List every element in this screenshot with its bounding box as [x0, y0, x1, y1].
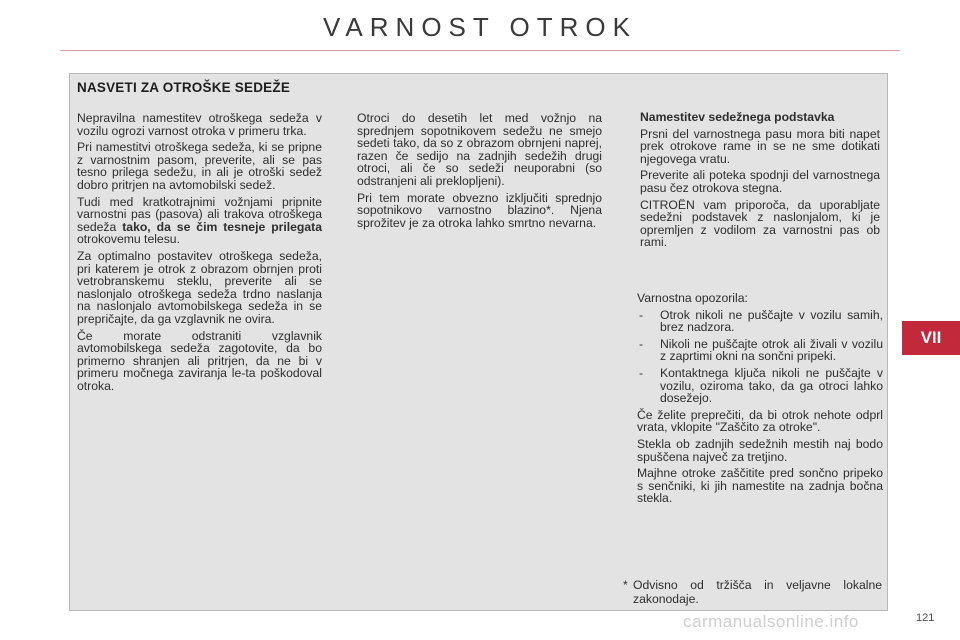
dash-bullet: -	[639, 307, 644, 322]
title-divider	[60, 50, 900, 51]
list-item	[637, 367, 883, 405]
paragraph: Pri namestitvi otroškega sedeža, ki se pripne z varnostnim pasom, preverite, ali se pas tesno prilega sedežu, in ali je otroški sedež dobro pritrjen na avtomobilski sedež.	[77, 140, 322, 192]
dash-bullet: -	[639, 336, 644, 351]
list-item	[637, 309, 883, 334]
footnote	[623, 579, 882, 606]
chapter-tab[interactable]	[902, 321, 960, 355]
section-heading: NASVETI ZA OTROŠKE SEDEŽE	[77, 80, 291, 95]
paragraph	[77, 196, 322, 246]
column-4	[637, 292, 883, 509]
paragraph: Majhne otroke zaščitite pred sončno pripeko s senčniki, ki jih namestite na zadnja bočna stekla.	[637, 466, 883, 506]
paragraph: Otroci do desetih let med vožnjo na sprednjem sopotnikovem sedežu ne smejo sedeti tako, da so z obrazom obrnjeni naprej, razen če sedijo na zadnjih sedežih drugi otroci, ali če so sedeži neuporabni (so odstranjeni ali preklopljeni).	[357, 111, 602, 188]
paragraph: Če želite preprečiti, da bi otrok nehote odprl vrata, vklopite "Zaščito za otroke".	[637, 407, 883, 435]
page-number: 121	[916, 612, 935, 624]
warnings-intro: Varnostna opozorila:	[637, 291, 748, 305]
paragraph: Stekla ob zadnjih sedežnih mestih naj bodo spuščena največ za tretjino.	[637, 436, 883, 464]
text-run: Tudi med kratkotrajnimi vožnjami pripnite varnostni pas (pasova) ali trakova otroškega sedeža	[77, 194, 322, 234]
text-run: otrokovemu telesu.	[77, 232, 180, 247]
watermark: carmanualsonline.info	[683, 612, 859, 631]
paragraph: Preverite ali poteka spodnji del varnostnega pasu čez otrokova stegna.	[640, 168, 880, 195]
column-3	[640, 111, 880, 253]
column-2	[357, 112, 602, 233]
warnings-list	[637, 309, 883, 405]
paragraph: Pri tem morate obvezno izključiti sprednjo sopotnikovo varnostno blazino*. Njena sprožitev je za otroka lahko smrtno nevarna.	[357, 190, 602, 230]
emphasis-text: tako, da se čim tesneje prilegata	[122, 219, 322, 234]
chapter-label: VII	[920, 328, 942, 347]
footnote-marker: *	[623, 578, 628, 592]
list-item-text: Otrok nikoli ne puščajte v vozilu samih, brez nadzora.	[660, 307, 883, 335]
list-item-text: Kontaktnega ključa nikoli ne puščajte v vozilu, oziroma tako, da ga otroci lahko dosežejo.	[660, 365, 883, 406]
paragraph: Prsni del varnostnega pasu mora biti napet prek otrokove rame in se ne sme dotikati njegovega vratu.	[640, 126, 880, 166]
footnote-text: Odvisno od tržišča in veljavne lokalne zakonodaje.	[633, 578, 882, 606]
subheading-booster-seat: Namestitev sedežnega podstavka	[640, 110, 835, 124]
list-item-text: Nikoli ne puščajte otrok ali živali v vozilu z zaprtimi okni na sončni pripeki.	[660, 336, 883, 364]
page-title: VARNOST OTROK	[323, 12, 637, 42]
dash-bullet: -	[639, 365, 644, 380]
paragraph: Če morate odstraniti vzglavnik avtomobilskega sedeža zagotovite, da bo primerno shranjen ali pritrjen, da ne bi v primeru močnega zaviranja le-ta poškodoval otroka.	[77, 328, 322, 393]
paragraph: Za optimalno postavitev otroškega sedeža, pri katerem je otrok z obrazom obrnjen proti vetrobranskemu steklu, preverite ali se naslonjalo otroškega sedeža trdno naslanja na naslonjalo avtomobilskega sedeža in se prepričajte, da ga vzglavnik ne ovira.	[77, 248, 322, 326]
list-item	[637, 338, 883, 363]
paragraph: CITROËN vam priporoča, da uporabljate sedežni podstavek z naslonjalom, ki je opremljen z vodilom za varnostni pas ob rami.	[640, 197, 880, 250]
column-1	[77, 112, 322, 396]
paragraph: Nepravilna namestitev otroškega sedeža v vozilu ogrozi varnost otroka v primeru trka.	[77, 111, 322, 138]
